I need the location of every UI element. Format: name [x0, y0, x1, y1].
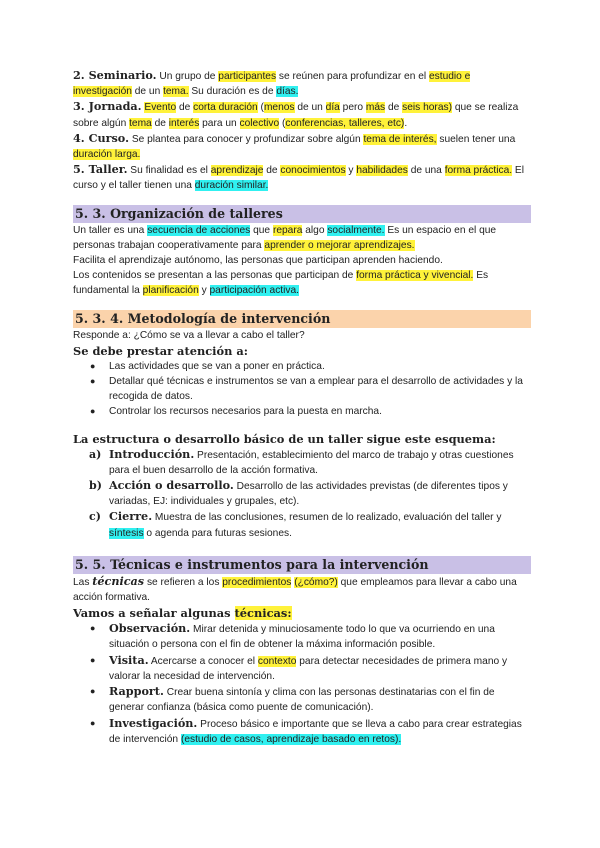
term-taller: 5. Taller — [73, 162, 124, 177]
list-item: ● Visita. Acercarse a conocer el contexto para detectar necesidades de primera mano y valorar la necesidad de intervención. — [90, 652, 508, 682]
list-item: ● Observación. Mirar detenida y minuciosamente todo lo que va ocurriendo en una situación o persona con el fin de obtener la máxima información posible. — [90, 621, 495, 651]
heading-metodologia: 5. 3. 4. Metodología de intervención — [73, 310, 531, 328]
list-item: a) Introducción. Presentación, establecimiento del marco de trabajo y otras cuestiones para el buen desarrollo de la acción formativa. — [89, 446, 514, 476]
paragraph-tecnicas-definicion: Las técnicas se refieren a los procedimientos (¿cómo?) que empleamos para llevar a cabo una acción formativa. — [73, 573, 517, 604]
heading-organizacion-talleres: 5. 3. Organización de talleres — [73, 205, 531, 223]
list-item: b) Acción o desarrollo. Desarrollo de las actividades previstas (de diferentes tipos y variadas, EJ: individuales y grupales, etc). — [89, 478, 508, 508]
tecnicas-subheading: Vamos a señalar algunas técnicas: — [73, 606, 292, 621]
list-item: ● Detallar qué técnicas e instrumentos se van a emplear para el desarrollo de actividades y la recogida de datos. — [90, 376, 523, 403]
paragraph-jornada: 3. Jornada. Evento de corta duración (menos de un día pero más de seis horas) que se realiza sobre algún tema de interés para un colectivo (conferencias, talleres, etc). — [73, 99, 519, 129]
bullet-icon: ● — [90, 360, 96, 371]
heading-tecnicas: 5. 5. Técnicas e instrumentos para la intervención — [73, 556, 531, 574]
term-jornada: 3. Jornada. — [73, 99, 142, 114]
structure-list — [73, 447, 531, 541]
bullet-icon: ● — [90, 376, 96, 387]
structure-subheading: La estructura o desarrollo básico de un taller sigue este esquema: — [73, 431, 496, 446]
document-page — [73, 68, 531, 747]
paragraph-taller: 5. Taller. Su finalidad es el aprendizaje de conocimientos y habilidades de una forma práctica. El curso y el taller tienen una duración similar. — [73, 162, 524, 192]
bullet-icon: ● — [90, 717, 96, 728]
attention-list — [73, 359, 531, 420]
term-curso: 4. Curso — [73, 130, 126, 145]
tecnicas-list — [73, 621, 531, 747]
bullet-icon: ● — [90, 686, 96, 697]
question-text: Responde a: ¿Cómo se va a llevar a cabo el taller? — [73, 329, 305, 341]
paragraph-taller-definicion: Un taller es una secuencia de acciones que repara algo socialmente. Es un espacio en el que personas trabajan cooperativamente para aprender o mejorar aprendizajes. — [73, 224, 497, 251]
paragraph-aprendizaje-autonomo: Facilita el aprendizaje autónomo, las personas que participan aprenden haciendo. — [73, 255, 443, 267]
bullet-icon: ● — [90, 623, 96, 634]
list-item: ● Investigación. Proceso básico e importante que se lleva a cabo para crear estrategias de intervención (estudio de casos, aprendizaje basado en retos). — [90, 715, 522, 745]
list-item: ● Las actividades que se van a poner en práctica. — [73, 359, 531, 374]
bullet-icon: ● — [90, 406, 96, 417]
paragraph-seminario: 2. Seminario. Un grupo de participantes se reúnen para profundizar en el estudio e investigación de un tema. Su duración es de días. — [73, 68, 471, 98]
bullet-icon: ● — [90, 654, 96, 665]
attention-subheading: Se debe prestar atención a: — [73, 343, 248, 358]
paragraph-curso: 4. Curso. Se plantea para conocer y profundizar sobre algún tema de interés, suelen tener una duración larga. — [73, 130, 516, 161]
list-item: c) Cierre. Muestra de las conclusiones, resumen de lo realizado, evaluación del taller y síntesis o agenda para futuras sesiones. — [89, 509, 502, 539]
paragraph-contenidos: Los contenidos se presentan a las personas que participan de forma práctica y vivencial. Es fundamental la planificación y participación activa. — [73, 270, 489, 297]
list-item: ● Rapport. Crear buena sintonía y clima con las personas destinatarias con el fin de generar confianza (básica como puente de comunicación). — [90, 684, 495, 714]
term-seminario: 2. Seminario — [73, 68, 153, 82]
list-item: ● Controlar los recursos necesarios para la puesta en marcha. — [73, 404, 531, 419]
